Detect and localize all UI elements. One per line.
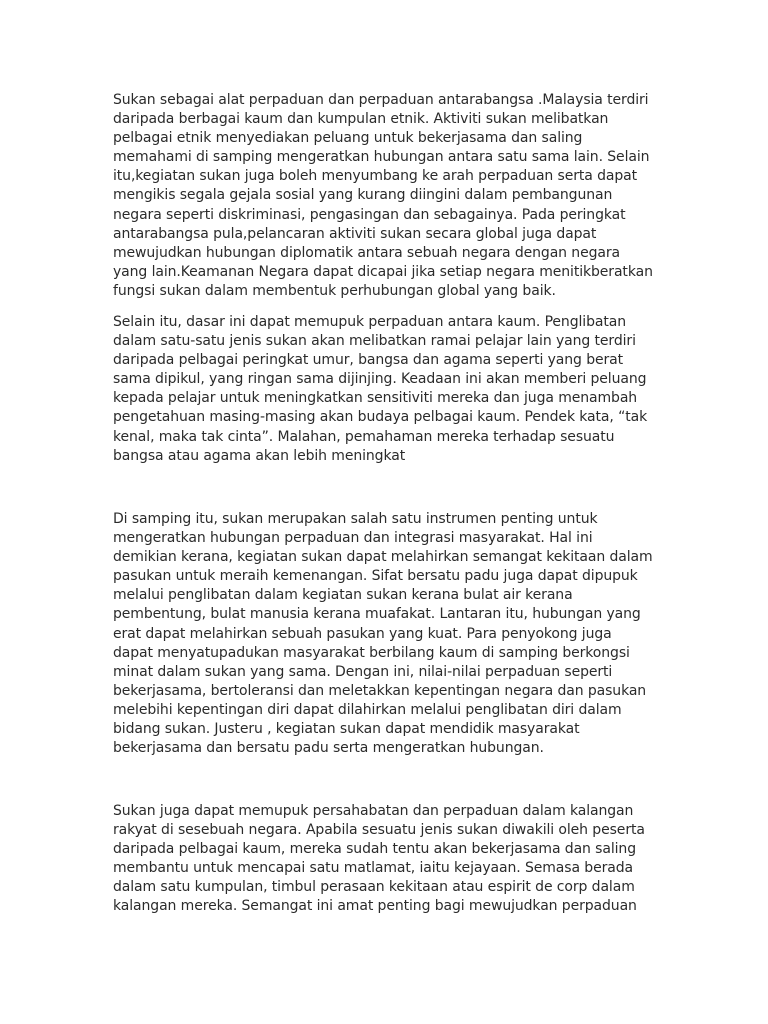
paragraph-4: Sukan juga dapat memupuk persahabatan dan perpaduan dalam kalangan rakyat di sesebuah negara. Apabila sesuatu jenis sukan diwakili oleh peserta daripada pelbagai kaum, mereka sudah tentu akan bekerjasama dan saling membantu untuk mencapai satu matlamat, iaitu kejayaan. Semasa berada dalam satu kumpulan, timbul perasaan kekitaan atau espirit de corp dalam kalangan mereka. Semangat ini amat penting bagi mewujudkan perpaduan (113, 803, 645, 915)
paragraph-2: Selain itu, dasar ini dapat memupuk perpaduan antara kaum. Penglibatan dalam satu-satu jenis sukan akan melibatkan ramai pelajar lain yang terdiri daripada pelbagai peringkat umur, bangsa dan agama seperti yang berat sama dipikul, yang ringan sama dijinjing. Keadaan ini akan memberi peluang kepada pelajar untuk meningkatkan sensitiviti mereka dan juga menambah pengetahuan masing-masing akan budaya pelbagai kaum. Pendek kata, “tak kenal, maka tak cinta”. Malahan, pemahaman mereka terhadap sesuatu bangsa atau agama akan lebih meningkat (113, 314, 648, 464)
paragraph-3: Di samping itu, sukan merupakan salah satu instrumen penting untuk mengeratkan hubungan perpaduan dan integrasi masyarakat. Hal ini demikian kerana, kegiatan sukan dapat melahirkan semangat kekitaan dalam pasukan untuk meraih kemenangan. Sifat bersatu padu juga dapat dipupuk melalui penglibatan dalam kegiatan sukan kerana bulat air kerana pembentung, bulat manusia kerana muafakat. Lantaran itu, hubungan yang erat dapat melahirkan sebuah pasukan yang kuat. Para penyokong juga dapat menyatupadukan masyarakat berbilang kaum di samping berkongsi minat dalam sukan yang sama. Dengan ini, nilai-nilai perpaduan seperti bekerjasama, bertoleransi dan meletakkan kepentingan negara dan pasukan melebihi kepentingan diri dapat dilahirkan melalui penglibatan diri dalam bidang sukan. Justeru , kegiatan sukan dapat mendidik masyarakat bekerjasama dan bersatu padu serta mengeratkan hubungan. (113, 511, 653, 757)
paragraph-1: Sukan sebagai alat perpaduan dan perpaduan antarabangsa .Malaysia terdiri daripada berbagai kaum dan kumpulan etnik. Aktiviti sukan melibatkan pelbagai etnik menyediakan peluang untuk bekerjasama dan saling memahami di samping mengeratkan hubungan antara satu sama lain. Selain itu,kegiatan sukan juga boleh menyumbang ke arah perpaduan serta dapat mengikis segala gejala sosial yang kurang diingini dalam pembangunan negara seperti diskriminasi, pengasingan dan sebagainya. Pada peringkat antarabangsa pula,pelancaran aktiviti sukan secara global juga dapat mewujudkan hubungan diplomatik antara sebuah negara dengan negara yang lain.Keamanan Negara dapat dicapai jika setiap negara menitikberatkan fungsi sukan dalam membentuk perhubungan global yang baik. (113, 92, 653, 299)
